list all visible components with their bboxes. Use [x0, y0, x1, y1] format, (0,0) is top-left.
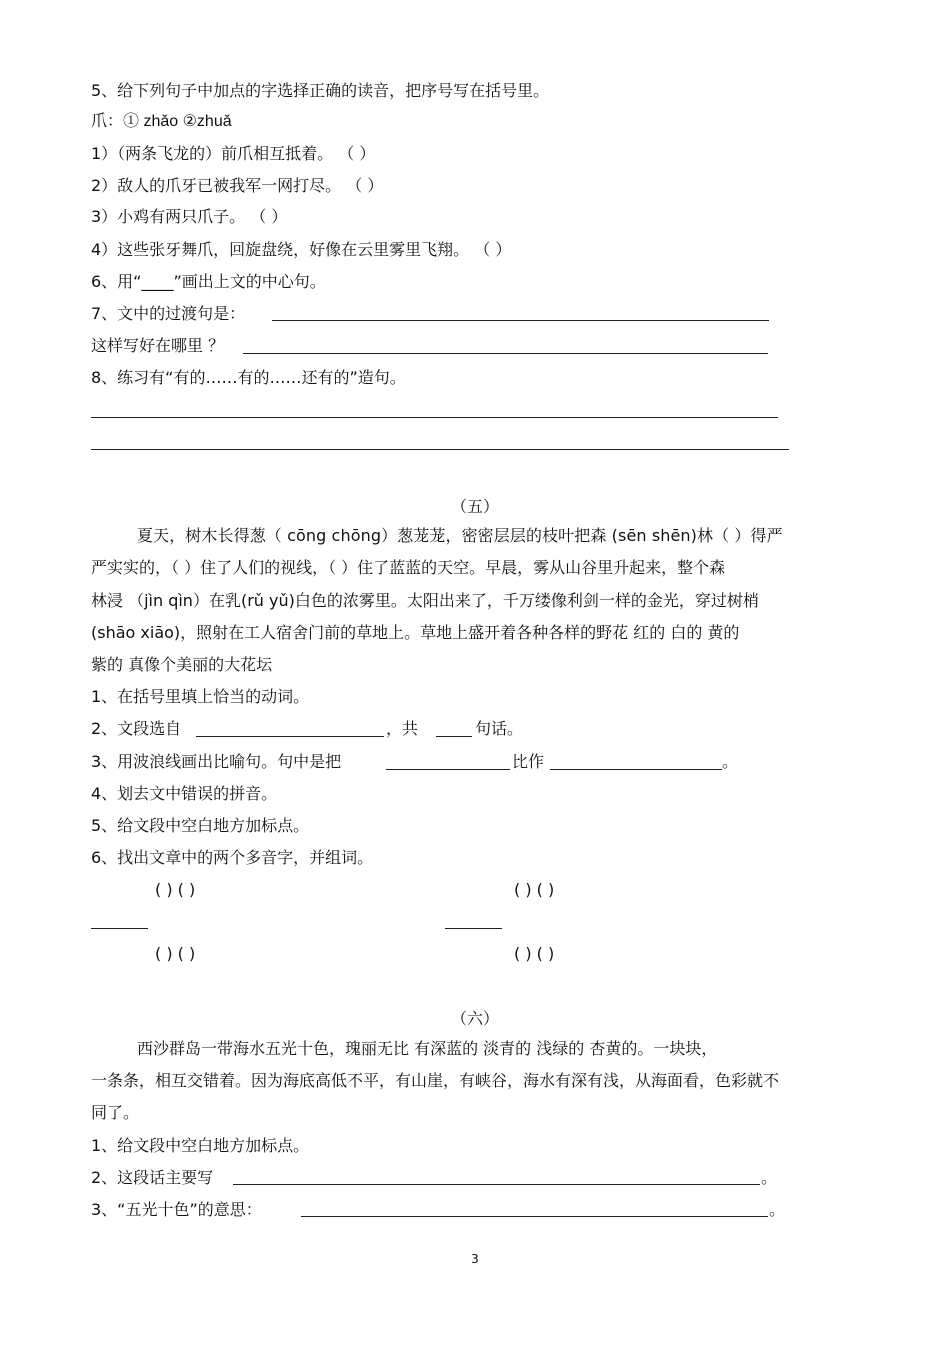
answer-line — [196, 736, 384, 737]
question-2-end: 。 — [761, 1168, 778, 1187]
answer-line — [91, 449, 789, 450]
answer-line — [233, 1184, 760, 1185]
question-2: 2、文段选自 — [91, 719, 182, 738]
question-5-item-4: 4）这些张牙舞爪，回旋盘绕，好像在云里雾里飞翔。 （ ） — [91, 240, 512, 259]
answer-line — [445, 928, 502, 929]
question-4: 4、划去文中错误的拼音。 — [91, 784, 278, 803]
question-3-mid: 比作 — [512, 752, 545, 771]
passage-line: 严实实的，（ ）住了人们的视线，（ ）住了蓝蓝的天空。早晨，雾从山谷里升起来，整个森 — [91, 558, 726, 577]
polyphone-answer-row: ( ) ( ) — [155, 880, 196, 899]
section-heading-5: （五） — [450, 497, 499, 516]
question-5-options: 爪：① zhǎo ②zhuǎ — [91, 113, 232, 130]
question-3-end: 。 — [722, 752, 739, 771]
question-1: 1、给文段中空白地方加标点。 — [91, 1136, 310, 1155]
question-5: 5、给文段中空白地方加标点。 — [91, 816, 310, 835]
polyphone-answer-row: ( ) ( ) — [514, 944, 555, 963]
answer-line — [301, 1216, 768, 1217]
passage-line: 西沙群岛一带海水五光十色，瑰丽无比 有深蓝的 淡青的 浅绿的 杏黄的。一块块， — [137, 1039, 718, 1058]
question-8: 8、练习有“有的……有的……还有的”造句。 — [91, 368, 406, 387]
question-2: 2、这段话主要写 — [91, 1168, 214, 1187]
question-2-count-label: ，共 — [386, 719, 419, 738]
question-6: 6、用“____”画出上文的中心句。 — [91, 272, 326, 291]
answer-line — [91, 928, 148, 929]
passage-line: 夏天，树木长得葱（ cōng chōng）葱茏茏，密密层层的枝叶把森 (sēn shēn)林（ ）得严 — [137, 526, 783, 545]
question-5: 5、给下列句子中加点的字选择正确的读音，把序号写在括号里。 — [91, 81, 550, 100]
question-5-item-1: 1）（两条飞龙的）前爪相互抵着。 （ ） — [91, 144, 376, 163]
passage-line: 同了。 — [91, 1103, 140, 1122]
section-heading-6: （六） — [450, 1009, 499, 1028]
question-3: 3、“五光十色”的意思： — [91, 1200, 262, 1219]
passage-line: 一条条，相互交错着。因为海底高低不平，有山崖，有峡谷，海水有深有浅，从海面看，色彩就不 — [91, 1071, 780, 1090]
question-3-end: 。 — [769, 1200, 786, 1219]
answer-line — [550, 769, 722, 770]
question-6: 6、找出文章中的两个多音字，并组词。 — [91, 848, 374, 867]
question-1: 1、在括号里填上恰当的动词。 — [91, 687, 310, 706]
answer-line — [91, 417, 778, 418]
answer-line — [243, 353, 768, 354]
answer-line — [386, 769, 510, 770]
question-7-followup: 这样写好在哪里 ？ — [91, 336, 225, 355]
passage-line: (shāo xiāo)，照射在工人宿舍门前的草地上。草地上盛开着各种各样的野花 红的 白的 黄的 — [91, 623, 740, 642]
question-2-suffix: 句话。 — [475, 719, 524, 738]
polyphone-answer-row: ( ) ( ) — [514, 880, 555, 899]
passage-line: 林浸 （jìn qìn）在乳(rǔ yǔ)白色的浓雾里。太阳出来了，千万缕像利剑一样的金光，穿过树梢 — [91, 591, 759, 610]
answer-line — [436, 736, 472, 737]
question-5-item-3: 3）小鸡有两只爪子。 （ ） — [91, 207, 288, 226]
polyphone-answer-row: ( ) ( ) — [155, 944, 196, 963]
passage-line: 紫的 真像个美丽的大花坛 — [91, 655, 273, 674]
question-3: 3、用波浪线画出比喻句。句中是把 — [91, 752, 342, 771]
page-number: 3 — [471, 1252, 479, 1266]
question-5-item-2: 2）敌人的爪牙已被我军一网打尽。 （ ） — [91, 176, 384, 195]
question-7: 7、文中的过渡句是： — [91, 304, 246, 323]
answer-line — [272, 320, 769, 321]
